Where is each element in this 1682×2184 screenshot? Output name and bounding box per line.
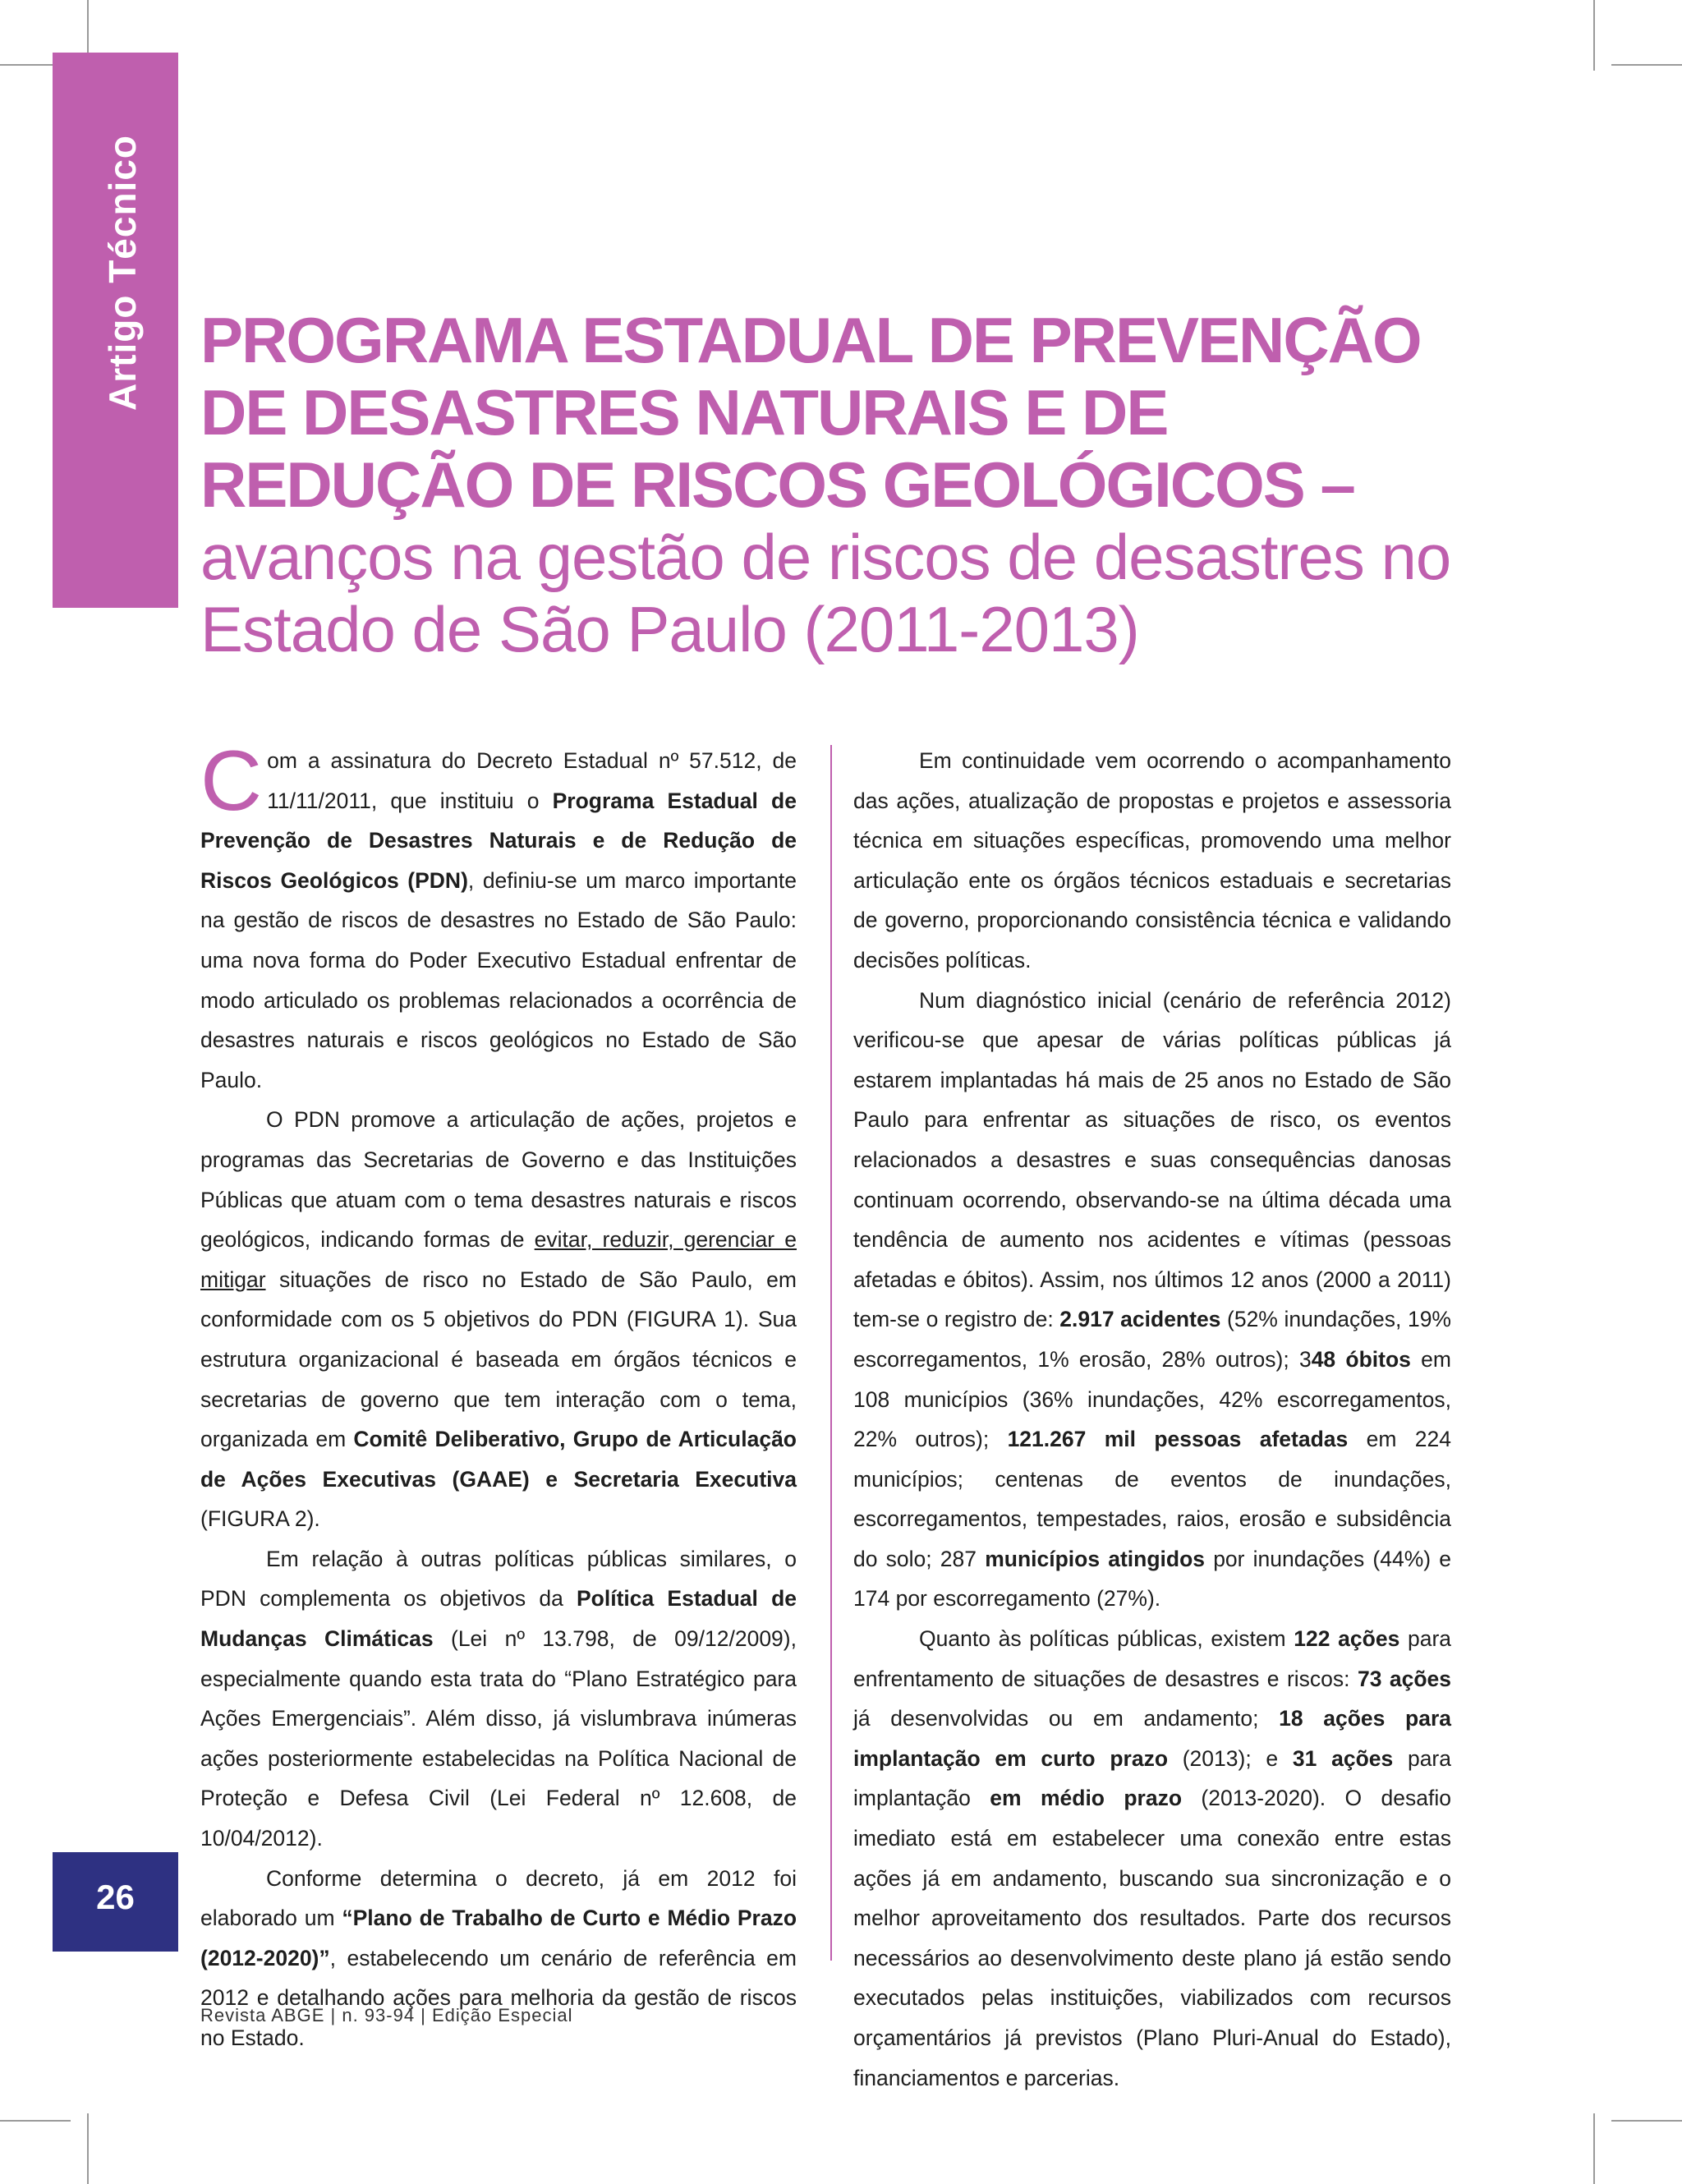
text-run: , definiu-se um marco importante na gestão de riscos de desastres no Estado de São Paulo: uma nova forma do Poder Executivo Estadual enfrentar de modo articulado os problemas relacionados a ocorrência de desastres naturais e riscos geológicos no Estado de São Paulo. xyxy=(200,867,797,1092)
journal-footer: Revista ABGE | n. 93-94 | Edição Especial xyxy=(200,2005,573,2025)
left-column xyxy=(200,733,797,2058)
crop-mark xyxy=(1593,2113,1595,2184)
title-bold: PROGRAMA ESTADUAL DE PREVENÇÃO DE DESASTRES NATURAIS E DE REDUÇÃO DE RISCOS GEOLÓGICOS – xyxy=(200,304,1421,521)
bold-run: 73 ações xyxy=(1357,1666,1451,1691)
paragraph xyxy=(200,1859,797,2058)
crop-mark xyxy=(1611,64,1682,66)
paragraph xyxy=(853,1619,1451,2098)
crop-mark xyxy=(87,2113,89,2184)
bold-run: “Plano de Trabalho de Curto e Médio Prazo (2012-2020)” xyxy=(200,1906,797,1970)
drop-cap: C xyxy=(200,733,263,829)
paragraph xyxy=(853,741,1451,981)
text-run: Em relação à outras políticas públicas similares, o PDN complementa os objetivos da xyxy=(200,1546,797,1612)
bold-run: 2.917 acidentes xyxy=(1059,1307,1221,1332)
section-label: Artigo Técnico xyxy=(101,134,144,411)
title-subtitle: avanços na gestão de riscos de desastres no Estado de São Paulo (2011-2013) xyxy=(200,521,1451,665)
text-run: para enfrentamento de situações de desastres e riscos: xyxy=(853,1626,1452,1691)
page-number: 26 xyxy=(96,1878,135,1916)
column-divider xyxy=(830,745,832,1961)
text-run: em 108 municípios (36% inundações, 42% escorregamentos, 22% outros); xyxy=(853,1346,1451,1452)
text-run: om a assinatura do Decreto Estadual nº 57.512, de 11/11/2011, que instituiu o xyxy=(267,748,797,813)
text-run: em 224 municípios; centenas de eventos de inundações, escorregamentos, tempestades, raios, erosão e subsidência do solo; 287 xyxy=(853,1427,1451,1571)
text-run: (52% inundações, 19% escorregamentos, 1% erosão, 28% outros); 3 xyxy=(853,1307,1451,1372)
underlined-run: evitar, reduzir, gerenciar e mitigar xyxy=(200,1227,797,1292)
bold-run: municípios atingidos xyxy=(985,1546,1206,1571)
text-run: Conforme determina o decreto, já em 2012 foi elaborado um xyxy=(200,1865,797,1931)
paragraph xyxy=(853,981,1451,1620)
text-run: Quanto às políticas públicas, existem xyxy=(919,1626,1294,1652)
bold-run: Comitê Deliberativo, Grupo de Articulação de Ações Executivas (GAAE) e Secretaria Executiva xyxy=(200,1427,797,1492)
text-run: , estabelecendo um cenário de referência em 2012 e detalhando ações para melhoria da gestão de riscos no Estado. xyxy=(200,1945,797,2050)
right-column xyxy=(853,741,1451,2098)
text-run: (Lei nº 13.798, de 09/12/2009), especialmente quando esta trata do “Plano Estratégico para Ações Emergenciais”. Além disso, já vislumbrava inúmeras ações posteriormente estabelecidas na Política Nacional de Proteção e Defesa Civil (Lei Federal nº 12.608, de 10/04/2012). xyxy=(200,1626,797,1851)
bold-run: 18 ações para implantação em curto prazo xyxy=(853,1706,1451,1771)
bold-run: 121.267 mil pessoas afetadas xyxy=(1007,1427,1349,1452)
bold-run: em médio prazo xyxy=(990,1786,1183,1811)
text-run: Num diagnóstico inicial (cenário de referência 2012) verificou-se que apesar de várias políticas públicas já estarem implantadas há mais de 25 anos no Estado de São Paulo para enfrentar as situações de risco, os eventos relacionados a desastres e suas consequências danosas continuam ocorrendo, observando-se na última década uma tendência de aumento nos acidentes e vítimas (pessoas afetadas e óbitos). Assim, nos últimos 12 anos (2000 a 2011) tem-se o registro de: xyxy=(853,987,1451,1332)
crop-mark xyxy=(0,2120,71,2122)
paragraph xyxy=(200,1100,797,1539)
text-run: já desenvolvidas ou em andamento; xyxy=(853,1706,1280,1731)
text-run: (FIGURA 2). xyxy=(200,1506,320,1532)
text-run: (2013-2020). O desafio imediato está em estabelecer uma conexão entre estas ações já em andamento, buscando sua sincronização e o melhor aproveitamento dos resultados. Parte dos recursos necessários ao desenvolvimento deste plano já estão sendo executados pelas instituições, viabilizados com recursos orçamentários já previstos (Plano Pluri-Anual do Estado), financiamentos e parcerias. xyxy=(853,1786,1451,2090)
text-run: por inundações (44%) e 174 por escorregamento (27%). xyxy=(853,1546,1451,1612)
bold-run: Política Estadual de Mudanças Climáticas xyxy=(200,1586,797,1652)
paragraph xyxy=(200,1539,797,1859)
text-run: Em continuidade vem ocorrendo o acompanhamento das ações, atualização de propostas e projetos e assessoria técnica em situações específicas, promovendo uma melhor articulação ente os órgãos técnicos estaduais e secretarias de governo, proporcionando consistência técnica e validando decisões políticas. xyxy=(853,748,1451,972)
crop-mark xyxy=(1611,2120,1682,2122)
article-title xyxy=(200,304,1482,665)
text-run: (2013); e xyxy=(1168,1745,1293,1771)
paragraph xyxy=(200,733,797,1100)
bold-run: Programa Estadual de Prevenção de Desastres Naturais e de Redução de Riscos Geológicos (PDN) xyxy=(200,788,797,893)
bold-run: 48 óbitos xyxy=(1311,1346,1411,1372)
text-run: situações de risco no Estado de São Paulo, em conformidade com os 5 objetivos do PDN (FIGURA 1). Sua estrutura organizacional é baseada em órgãos técnicos e secretarias de governo que tem interação com o tema, organizada em xyxy=(200,1267,797,1452)
bold-run: 31 ações xyxy=(1292,1745,1394,1771)
bold-run: 122 ações xyxy=(1294,1626,1400,1652)
crop-mark xyxy=(1593,0,1595,71)
text-run: O PDN promove a articulação de ações, projetos e programas das Secretarias de Governo e das Instituições Públicas que atuam com o tema desastres naturais e riscos geológicos, indicando formas de xyxy=(200,1107,797,1253)
text-run: para implantação xyxy=(853,1745,1451,1811)
